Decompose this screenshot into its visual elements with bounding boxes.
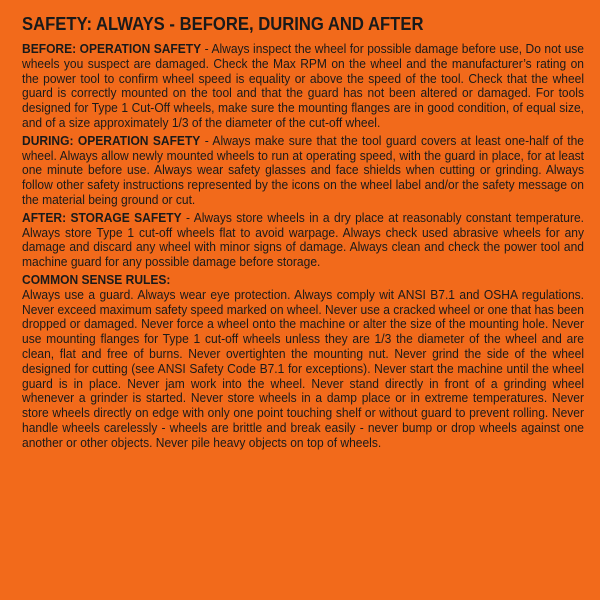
after-section: [22, 211, 584, 270]
rules-section: [22, 273, 584, 451]
before-section: [22, 42, 584, 131]
before-text: - Always inspect the wheel for possible damage before use, Do not use wheels you suspect are damaged. Check the Max RPM on the wheel and the manufacturer’s rating on the power tool to confirm wheel speed is equality or above the speed of the tool. Check that the wheel guard is correctly mounted on the tool and that the guard has not been altered or damaged. For tools designed for Type 1 Cut-Off wheels, make sure the mounting flanges are in good condition, of equal size, and of a size approximately 1/3 of the diameter of the cut-off wheel.: [22, 41, 585, 130]
during-heading: DURING: OPERATION SAFETY: [22, 132, 201, 148]
during-text: - Always make sure that the tool guard covers at least one-half of the wheel. Always allow newly mounted wheels to run at operating speed, with the guard in place, for at least one minute before use. Always wear safety glasses and face shields when cutting or grinding. Always follow other safety instructions represented by the icons on the wheel label and/or the safety message on the material being ground or cut.: [22, 132, 585, 207]
rules-text: Always use a guard. Always wear eye protection. Always comply wit ANSI B7.1 and OSHA regulations. Never exceed maximum safety speed marked on wheel. Never use a cracked wheel or one that has been dropped or damaged. Never force a wheel onto the machine or alter the size of the mounting hole. Never use mounting flanges for Type 1 cut-off wheels unless they are 1/3 the diameter of the wheel and are clean, flat and free of burns. Never overtighten the mounting nut. Never grind the side of the wheel designed for cutting (see ANSI Safety Code B7.1 for exceptions). Never start the machine until the wheel guard is in place. Never jam work into the wheel. Never stand directly in front of a grinding wheel whenever a grinder is started. Never store wheels in a damp place or in extreme temperatures. Never store wheels directly on edge with only one point touching shelf or without guard to prevent rolling. Never handle wheels carelessly - wheels are brittle and break easily - never bump or drop wheels against one another or other objects. Never pile heavy objects on top of wheels.: [22, 286, 585, 450]
before-heading: BEFORE: OPERATION SAFETY: [22, 41, 202, 56]
page-title: SAFETY: ALWAYS - BEFORE, DURING AND AFTER: [22, 13, 424, 34]
after-heading: AFTER: STORAGE SAFETY: [22, 209, 182, 225]
rules-heading: COMMON SENSE RULES:: [22, 271, 171, 287]
during-section: [22, 134, 584, 208]
after-text: - Always store wheels in a dry place at reasonably constant temperature. Always store Type 1 cut-off wheels flat to avoid warpage. Always check used abrasive wheels for any damage and discard any wheel with minor signs of damage. Always clean and check the power tool and machine guard for any possible damage before storage.: [22, 209, 585, 270]
